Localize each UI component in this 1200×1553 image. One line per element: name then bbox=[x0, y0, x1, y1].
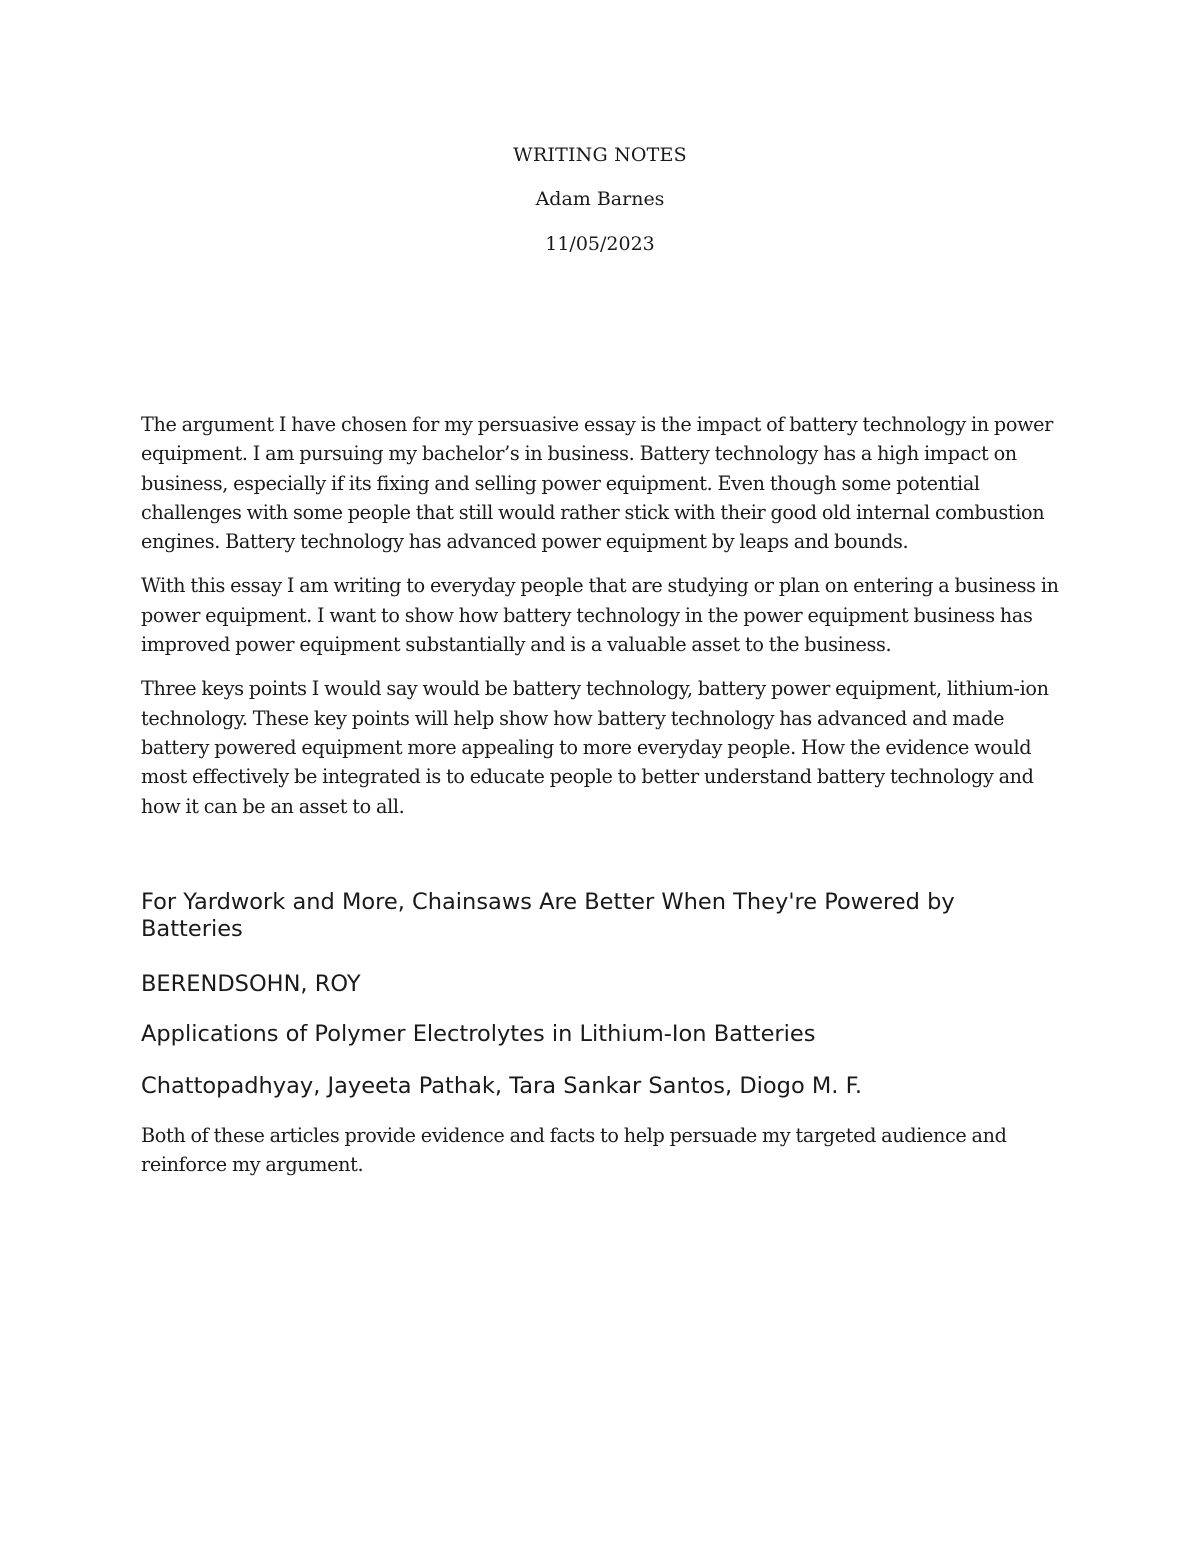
reference-title: For Yardwork and More, Chainsaws Are Better When They're Powered by Batteries bbox=[141, 889, 955, 942]
paragraph-key-points: Three keys points I would say would be battery technology, battery power equipment, lithium-ion technology. These key points will help show how battery technology has advanced and made battery powered equipment more appealing to more everyday people. How the evidence would most effectively be integrated is to educate people to better understand battery technology and how it can be an asset to all. bbox=[141, 677, 1049, 818]
reference-title: Applications of Polymer Electrolytes in Lithium-Ion Batteries bbox=[141, 1021, 816, 1047]
paragraph-argument: The argument I have chosen for my persuasive essay is the impact of battery technology in power equipment. I am pursuing my bachelor’s in business. Battery technology has a high impact on business, especially if its fixing and selling power equipment. Even though some potential challenges with some people that still would rather stick with their good old internal combustion engines. Battery technology has advanced power equipment by leaps and bounds. bbox=[141, 413, 1053, 554]
document-date: 11/05/2023 bbox=[545, 233, 655, 255]
essay-body bbox=[141, 410, 1066, 836]
paragraph-audience: With this essay I am writing to everyday people that are studying or plan on entering a business in power equipment. I want to show how battery technology in the power equipment business has improved power equipment substantially and is a valuable asset to the business. bbox=[141, 574, 1059, 657]
document-title: WRITING NOTES bbox=[513, 144, 687, 166]
reference-author: Chattopadhyay, Jayeeta Pathak, Tara Sankar Santos, Diogo M. F. bbox=[141, 1073, 863, 1099]
closing-paragraph: Both of these articles provide evidence and facts to help persuade my targeted audience and reinforce my argument. bbox=[141, 1124, 1007, 1177]
author-name: Adam Barnes bbox=[535, 188, 665, 210]
reference-author: BERENDSOHN, ROY bbox=[141, 971, 361, 997]
